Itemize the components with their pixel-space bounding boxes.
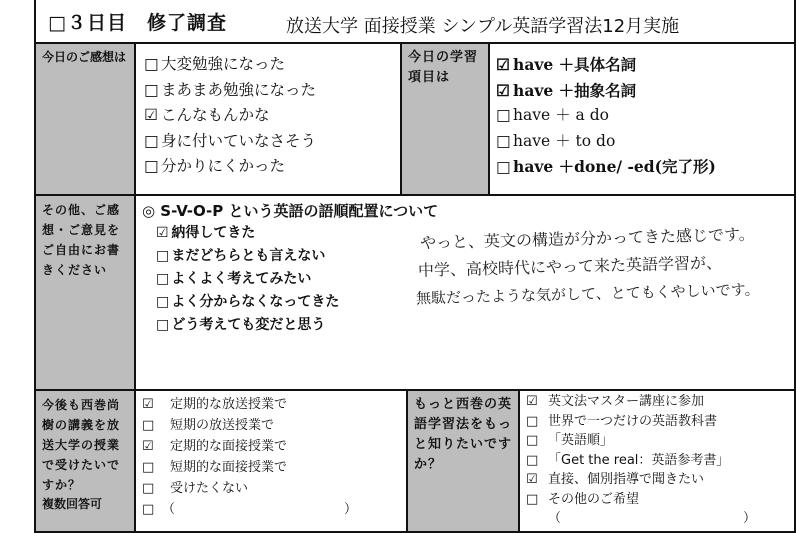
topics-label: 今日の学習項目は <box>408 50 479 85</box>
divider-row-2 <box>34 389 796 391</box>
future-note: 複数回答可 <box>42 497 103 511</box>
method-option[interactable]: □ 「Get the real：英語参考書」 <box>526 451 792 471</box>
impression-option[interactable]: □ 分かりにくかった <box>144 154 398 180</box>
checkbox-icon[interactable]: ☑ <box>526 472 538 487</box>
checkbox-icon[interactable]: □ <box>144 131 159 150</box>
divider-col-d <box>406 391 408 531</box>
impression-option[interactable]: ☑ こんなもんかな <box>144 103 398 129</box>
method-option-other-field[interactable]: （ ） <box>548 511 757 526</box>
impression-label: 今日のご感想は <box>42 50 127 64</box>
checkbox-icon[interactable]: □ <box>156 248 170 264</box>
checkbox-icon[interactable]: □ <box>144 157 159 175</box>
checkbox-icon[interactable]: ☑ <box>496 55 510 74</box>
checkbox-icon[interactable]: □ <box>526 433 539 448</box>
comments-heading: ◎ S-V-O-P という英語の語順配置について <box>142 202 439 220</box>
method-option[interactable]: □ その他のご希望 <box>526 490 792 510</box>
divider-col-e <box>518 391 520 531</box>
comment-option[interactable]: □ よくよく考えてみたい <box>156 268 406 291</box>
checkbox-icon[interactable]: □ <box>156 271 170 287</box>
impression-options <box>144 52 398 180</box>
future-option[interactable]: ☑ 定期的な放送授業で <box>142 394 404 415</box>
course-title: 放送大学 面接授業 シンプル英語学習法12月実施 <box>286 16 680 37</box>
comments-label-cell <box>36 196 134 389</box>
method-label-cell <box>408 391 518 531</box>
checkbox-icon[interactable]: ☑ <box>156 225 169 241</box>
comment-option[interactable]: □ まだどちらとも言えない <box>156 245 406 268</box>
checkbox-icon[interactable]: ☑ <box>144 106 158 124</box>
handwritten-line-1: やっと、英文の構造が分かってきた感じです。 <box>419 224 755 253</box>
impression-option[interactable]: □ 身に付いていなさそう <box>144 129 398 155</box>
method-options <box>526 392 792 529</box>
future-option-other[interactable]: □ （ ） <box>142 499 404 520</box>
topic-option[interactable]: ☑ have ＋具体名詞 <box>496 52 792 78</box>
checkbox-icon[interactable]: □ <box>144 80 159 99</box>
topic-option[interactable]: □ have ＋ to do <box>496 129 792 155</box>
divider-col-a <box>134 44 136 531</box>
title-row <box>34 0 796 44</box>
checkbox-icon[interactable]: □ <box>496 131 511 150</box>
comment-option[interactable]: □ よく分からなくなってきた <box>156 291 406 314</box>
checkbox-icon[interactable]: □ <box>144 55 159 73</box>
topics-label-cell <box>402 44 488 194</box>
comment-option[interactable]: □ どう考えても変だと思う <box>156 314 406 337</box>
checkbox-icon[interactable]: ☑ <box>142 397 154 412</box>
divider-col-c <box>488 44 490 194</box>
checkbox-icon[interactable]: □ <box>496 157 511 176</box>
topic-option[interactable]: ☑ have ＋抽象名詞 <box>496 78 792 104</box>
checkbox-icon[interactable]: □ <box>142 481 155 496</box>
checkbox-icon[interactable]: □ <box>156 317 170 333</box>
comment-option[interactable]: ☑ 納得してきた <box>156 222 406 245</box>
survey-title: □３日目 修了調査 <box>48 12 227 34</box>
method-option[interactable]: ☑ 直接、個別指導で聞きたい <box>526 470 792 490</box>
checkbox-icon[interactable]: □ <box>156 294 170 310</box>
method-label: もっと西巻の英語学習法をもっと知りたいですか？ <box>414 397 513 472</box>
impression-option[interactable]: □ 大変勉強になった <box>144 52 398 78</box>
checkbox-icon[interactable]: ☑ <box>526 394 538 409</box>
checkbox-icon[interactable]: □ <box>142 418 155 433</box>
handwritten-line-3: 無駄だったような気がして、とてもくやしいです。 <box>415 280 760 308</box>
comments-label: その他、ご感想・ご意見をご自由にお書きください <box>42 203 121 277</box>
checkbox-icon[interactable]: □ <box>526 491 539 507</box>
handwritten-line-2: 中学、高校時代にやって来た英語学習が、 <box>417 253 723 280</box>
future-option[interactable]: □ 短期的な面接授業で <box>142 457 404 478</box>
topic-option[interactable]: □ have ＋ a do <box>496 103 792 129</box>
method-option[interactable]: □ 「英語順」 <box>526 431 792 451</box>
divider-col-b <box>400 44 402 194</box>
topics-options <box>496 52 792 180</box>
checkbox-icon[interactable]: □ <box>496 106 511 124</box>
future-option[interactable]: □ 受けたくない <box>142 478 404 499</box>
divider-row-1 <box>34 194 796 196</box>
checkbox-icon[interactable]: □ <box>526 413 539 429</box>
future-option[interactable]: ☑ 定期的な面接授業で <box>142 436 404 457</box>
future-options <box>142 394 404 520</box>
checkbox-icon[interactable]: □ <box>142 460 155 475</box>
checkbox-icon[interactable]: □ <box>142 502 155 517</box>
future-label-cell <box>36 391 134 531</box>
method-option[interactable]: □ 世界で一つだけの英語教科書 <box>526 412 792 432</box>
future-label: 今後も西巻尚樹の講義を放送大学の授業で受けたいですか？ <box>42 398 121 492</box>
impression-label-cell <box>36 44 134 194</box>
comments-options <box>156 222 406 337</box>
checkbox-icon[interactable]: ☑ <box>142 439 154 454</box>
impression-option[interactable]: □ まあまあ勉強になった <box>144 78 398 104</box>
topic-option[interactable]: □ have ＋done/ -ed(完了形) <box>496 154 792 180</box>
future-option[interactable]: □ 短期の放送授業で <box>142 415 404 436</box>
checkbox-icon[interactable]: ☑ <box>496 80 510 100</box>
method-option[interactable]: ☑ 英文法マスター講座に参加 <box>526 392 792 412</box>
checkbox-icon[interactable]: □ <box>526 452 539 468</box>
